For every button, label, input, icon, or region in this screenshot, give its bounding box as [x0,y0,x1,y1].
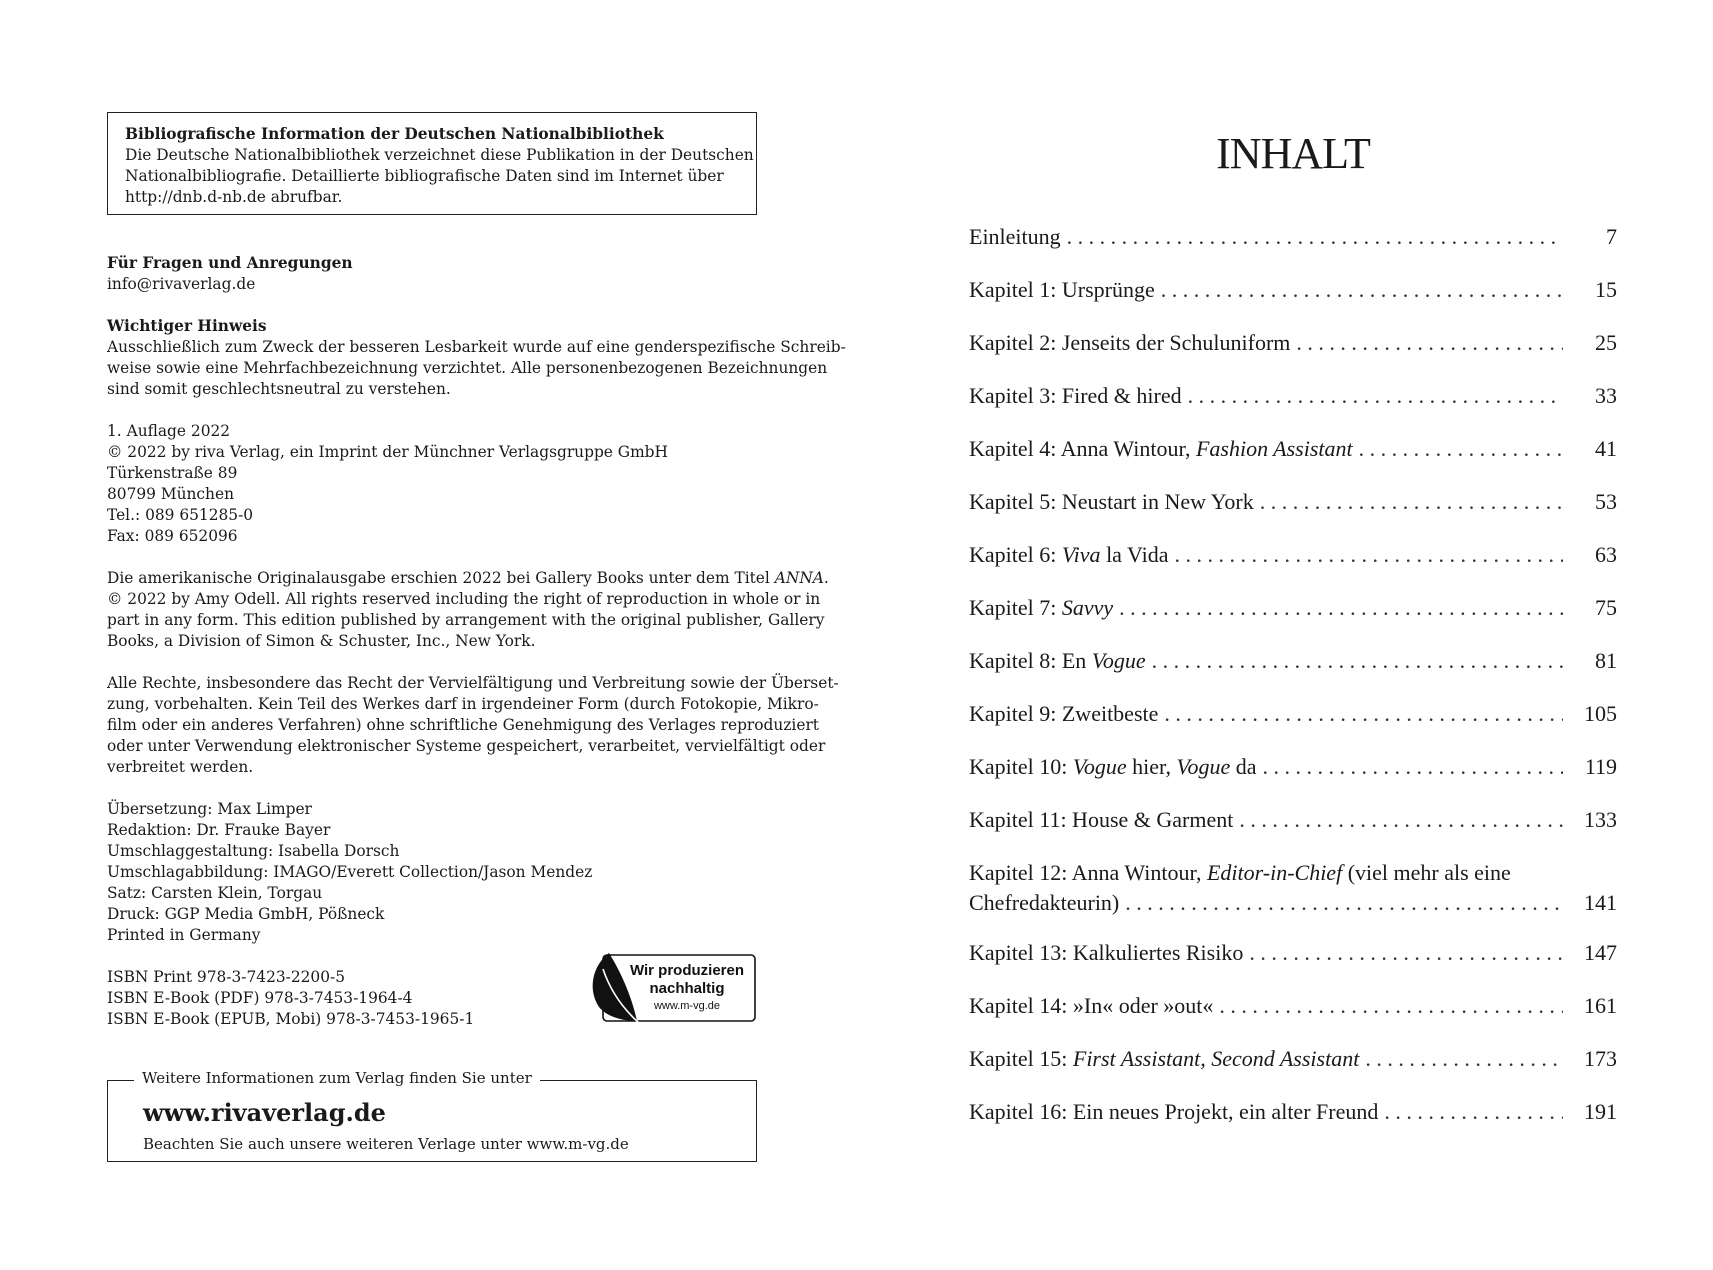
isbn-block [107,962,757,1043]
toc-entry-text: Chefredakteurin) [969,890,1125,916]
toc-page-number: 63 [1595,542,1617,567]
toc-entry-text: Kapitel 3: Fired & hired [969,383,1182,408]
credit-line: Redaktion: Dr. Frauke Bayer [107,821,331,839]
toc-leader-dots [1119,595,1563,621]
toc-page-number: 105 [1584,701,1617,726]
notice-block [107,316,846,400]
web-legend: Weitere Informationen zum Verlag finden Sie unter [134,1069,540,1087]
credit-line: Druck: GGP Media GmbH, Pößneck [107,905,385,923]
toc-entry-label [969,489,1260,515]
toc-leader-dots [1263,754,1564,780]
toc-page-number: 25 [1595,330,1617,355]
badge-line1: Wir produzieren [629,962,745,979]
toc-entry-text: hier, [1126,754,1177,779]
toc-entry-line [969,890,1617,916]
original-line: © 2022 by Amy Odell. All rights reserved including the right of reproduction in whole or in [107,590,821,608]
contact-block [107,253,757,295]
credit-line: Umschlaggestaltung: Isabella Dorsch [107,842,400,860]
toc-leader-dots [1239,807,1563,833]
toc-leader-dots [1152,648,1563,674]
toc-leader-dots [1365,1046,1563,1072]
toc-page-number: 33 [1595,383,1617,408]
rights-line: Alle Rechte, insbesondere das Recht der Vervielfältigung und Verbreitung sowie der Überset- [107,674,839,692]
toc-entry-text: Kapitel 1: Ursprünge [969,277,1155,302]
toc-entry-label [969,436,1359,462]
toc-page-number: 81 [1595,648,1617,673]
publisher-line: Tel.: 089 651285-0 [107,506,254,524]
toc-page-number: 53 [1595,489,1617,514]
toc-entry[interactable] [969,940,1617,993]
bib-line: Nationalbibliografie. Detaillierte bibliografische Daten sind im Internet über [125,167,724,185]
publisher-line: Türkenstraße 89 [107,464,238,482]
toc-page-number: 75 [1595,595,1617,620]
notice-title: Wichtiger Hinweis [107,317,267,335]
credits-block [107,799,757,946]
toc-entry-text: Kapitel 11: House & Garment [969,807,1234,832]
bibliographic-info-box [107,112,757,215]
isbn-line: ISBN Print 978-3-7423-2200-5 [107,968,346,986]
toc-entry-italic: Editor-in-Chief [1206,860,1343,885]
toc-entry[interactable] [969,648,1617,701]
original-edition-block [107,568,829,652]
toc-leader-dots [1161,277,1563,303]
toc-entry-text: Kapitel 16: Ein neues Projekt, ein alter Freund [969,1099,1379,1124]
toc-entry-text: la Vida [1100,542,1169,567]
toc-leader-dots [1296,330,1563,356]
toc-leader-dots [1067,224,1563,250]
toc-entry-label [969,940,1249,966]
rights-line: film oder ein anderes Verfahren) ohne schriftliche Genehmigung des Verlages reproduziert [107,716,819,734]
credit-line: Umschlagabbildung: IMAGO/Everett Collection/Jason Mendez [107,863,593,881]
toc-entry-italic: First Assistant, Second Assistant [1072,1046,1360,1071]
toc-leader-dots [1188,383,1563,409]
toc-page-number: 141 [1584,890,1617,915]
toc-leader-dots [1125,890,1563,916]
toc-entry-text: Kapitel 10: [969,754,1073,779]
toc-entry[interactable] [969,595,1617,648]
toc-entry-text: Kapitel 2: Jenseits der Schuluniform [969,330,1291,355]
original-line [107,568,829,589]
toc-entry-label [969,648,1152,674]
toc-entry-text: Kapitel 12: Anna Wintour, [969,860,1207,885]
toc-entry-text: Kapitel 8: En [969,648,1092,673]
toc-entry-label [969,701,1164,727]
sustainability-badge [589,951,757,1023]
publisher-line: Fax: 089 652096 [107,527,238,545]
toc-list [969,224,1617,1152]
toc-page-number: 7 [1606,224,1617,249]
toc-entry[interactable] [969,1099,1617,1152]
original-text: Die amerikanische Originalausgabe erschien 2022 bei Gallery Books unter dem Titel [107,569,775,587]
original-punct: . [823,569,829,587]
toc-page-number: 191 [1584,1099,1617,1124]
original-line: Books, a Division of Simon & Schuster, Inc., New York. [107,632,536,650]
toc-entry-label [969,993,1219,1019]
publisher-line: 80799 München [107,485,234,503]
toc-entry-text: Kapitel 13: Kalkuliertes Risiko [969,940,1244,965]
toc-entry[interactable] [969,1046,1617,1099]
toc-page-number: 15 [1595,277,1617,302]
toc-leader-dots [1249,940,1563,966]
toc-entry[interactable] [969,436,1617,489]
toc-leader-dots [1164,701,1563,727]
web-note: Beachten Sie auch unsere weiteren Verlage unter www.m-vg.de [143,1135,629,1153]
bib-line: http://dnb.d-nb.de abrufbar. [125,188,343,206]
isbn-line: ISBN E-Book (PDF) 978-3-7453-1964-4 [107,989,413,1007]
toc-entry-italic: Fashion Assistant [1195,436,1353,461]
toc-entry[interactable] [969,224,1617,277]
publisher-line: 1. Auflage 2022 [107,422,231,440]
credit-line: Satz: Carsten Klein, Torgau [107,884,323,902]
toc-entry-label [969,277,1161,303]
badge-line2: nachhaltig [649,980,725,997]
toc-entry-text: Kapitel 14: »In« oder »out« [969,993,1214,1018]
toc-entry[interactable] [969,701,1617,754]
toc-entry-italic: Savvy [1061,595,1114,620]
toc-page-number: 41 [1595,436,1617,461]
toc-leader-dots [1260,489,1563,515]
toc-entry-label [969,383,1188,409]
toc-entry-line [969,860,1617,886]
toc-entry-text: Kapitel 9: Zweitbeste [969,701,1159,726]
original-title: ANNA [774,569,824,587]
notice-line: weise sowie eine Mehrfachbezeichnung verzichtet. Alle personenbezogenen Bezeichnungen [107,359,828,377]
toc-entry[interactable] [969,277,1617,330]
publisher-line: © 2022 by riva Verlag, ein Imprint der Münchner Verlagsgruppe GmbH [107,443,668,461]
isbn-line: ISBN E-Book (EPUB, Mobi) 978-3-7453-1965-1 [107,1010,475,1028]
toc-entry-text: Kapitel 6: [969,542,1062,567]
toc-entry-italic: Viva [1061,542,1101,567]
toc-title: INHALT [1216,129,1370,178]
toc-entry-italic: Vogue [1072,754,1127,779]
toc-entry[interactable] [969,330,1617,383]
rights-line: zung, vorbehalten. Kein Teil des Werkes darf in irgendeiner Form (durch Fotokopie, Mikro- [107,695,819,713]
toc-page-number: 173 [1584,1046,1617,1071]
toc-leader-dots [1359,436,1563,462]
publisher-block [107,421,757,547]
toc-entry-text: Kapitel 15: [969,1046,1073,1071]
toc-entry-text: (viel mehr als eine [1342,860,1511,885]
rights-line: oder unter Verwendung elektronischer Systeme gespeichert, verarbeitet, vervielfältigt oder [107,737,826,755]
toc-entry-label [969,754,1263,780]
toc-entry-text: Einleitung [969,224,1061,249]
toc-entry-text: da [1230,754,1257,779]
toc-leader-dots [1384,1099,1563,1125]
toc-page-number: 133 [1584,807,1617,832]
toc-entry-text: Kapitel 5: Neustart in New York [969,489,1254,514]
contact-email: info@rivaverlag.de [107,275,256,293]
toc-page-number: 119 [1584,754,1617,779]
toc-page-number: 147 [1584,940,1617,965]
toc-entry-italic: Vogue [1176,754,1231,779]
rights-block [107,673,839,778]
toc-entry-label [969,1046,1365,1072]
toc-entry-italic: Vogue [1091,648,1146,673]
toc-entry-text: Kapitel 7: [969,595,1062,620]
toc-entry[interactable] [969,542,1617,595]
contact-title: Für Fragen und Anregungen [107,254,353,272]
toc-entry-label [969,595,1119,621]
toc-entry[interactable] [969,860,1617,940]
toc-entry[interactable] [969,489,1617,542]
toc-entry[interactable] [969,807,1617,860]
toc-entry-label [969,224,1067,250]
credit-line: Printed in Germany [107,926,261,944]
publisher-website-link[interactable]: www.rivaverlag.de [143,1098,386,1127]
toc-leader-dots [1175,542,1564,568]
toc-entry-label [969,542,1175,568]
toc-entry-label [969,807,1239,833]
bib-line: Die Deutsche Nationalbibliothek verzeichnet diese Publikation in der Deutschen [125,146,754,164]
credit-line: Übersetzung: Max Limper [107,800,312,818]
toc-entry-label [969,330,1296,356]
toc-page-number: 161 [1584,993,1617,1018]
imprint-page [107,112,846,1043]
publisher-web-box [107,1069,757,1162]
bib-title: Bibliografische Information der Deutschen Nationalbibliothek [125,125,664,143]
toc-entry-text: Kapitel 4: Anna Wintour, [969,436,1196,461]
toc-entry-label [969,1099,1384,1125]
notice-line: Ausschließlich zum Zweck der besseren Lesbarkeit wurde auf eine genderspezifische Schreib- [107,338,846,356]
original-line: part in any form. This edition published by arrangement with the original publisher, Gallery [107,611,825,629]
toc-entry[interactable] [969,993,1617,1046]
toc-entry[interactable] [969,383,1617,436]
badge-line3: www.m-vg.de [653,1000,721,1012]
toc-leader-dots [1219,993,1563,1019]
notice-line: sind somit geschlechtsneutral zu verstehen. [107,380,451,398]
toc-entry[interactable] [969,754,1617,807]
rights-line: verbreitet werden. [107,758,254,776]
